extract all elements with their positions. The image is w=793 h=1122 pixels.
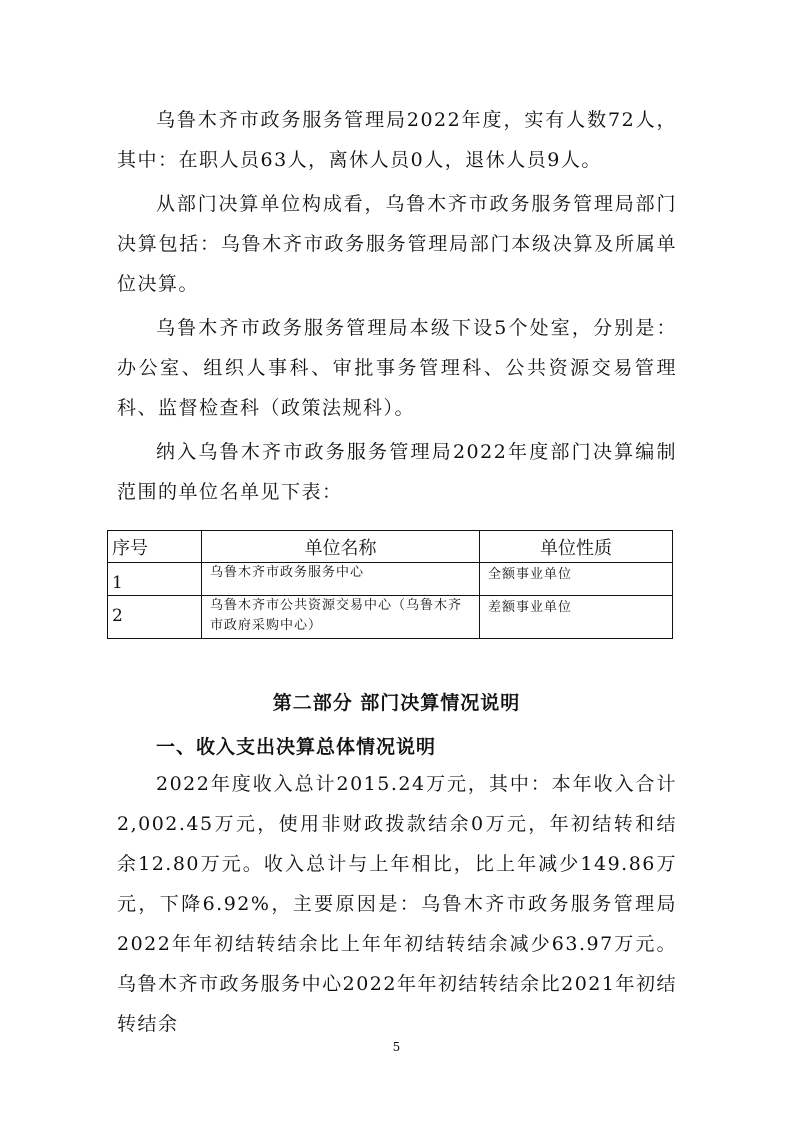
cell-seq: 2 [108, 596, 202, 639]
paragraph-unit-list-intro: 纳入乌鲁木齐市政务服务管理局2022年度部门决算编制范围的单位名单见下表： [117, 441, 677, 503]
header-seq: 序号 [108, 531, 202, 563]
table-header-row [108, 531, 673, 563]
cell-seq: 1 [108, 563, 202, 596]
paragraph-composition: 从部门决算单位构成看，乌鲁木齐市政务服务管理局部门决算包括：乌鲁木齐市政务服务管理局部门本级决算及所属单位决算。 [117, 193, 677, 295]
table-row [108, 563, 673, 596]
paragraph-staffing: 乌鲁木齐市政务服务管理局2022年度，实有人数72人，其中：在职人员63人，离休人员0人，退休人员9人。 [117, 109, 677, 171]
cell-unit-name: 乌鲁木齐市政务服务中心 [202, 563, 480, 596]
cell-unit-name: 乌鲁木齐市公共资源交易中心（乌鲁木齐市政府采购中心） [202, 596, 480, 639]
paragraph-income-summary: 2022年度收入总计2015.24万元，其中：本年收入合计2,002.45万元，使用非财政拨款结余0万元，年初结转和结余12.80万元。收入总计与上年相比，比上年减少149.86万元，下降6.92%，主要原因是：乌鲁木齐市政务服务管理局2022年年初结转结余比上年年初结转结余减少63.97万元。乌鲁木齐市政务服务中心2022年年初结转结余比2021年初结转结余 [117, 773, 677, 1035]
part-heading: 第二部分 部门决算情况说明 [272, 692, 521, 714]
cell-unit-nature: 全额事业单位 [480, 563, 673, 596]
unit-list-table [107, 530, 673, 639]
section-heading: 一、收入支出决算总体情况说明 [156, 736, 437, 758]
paragraph-departments: 乌鲁木齐市政务服务管理局本级下设5个处室，分别是：办公室、组织人事科、审批事务管理科、公共资源交易管理科、监督检查科（政策法规科）。 [117, 317, 677, 419]
page-number: 5 [392, 1040, 401, 1054]
header-unit-nature: 单位性质 [480, 531, 673, 563]
header-unit-name: 单位名称 [202, 531, 480, 563]
table-row [108, 596, 673, 639]
cell-unit-nature: 差额事业单位 [480, 596, 673, 639]
